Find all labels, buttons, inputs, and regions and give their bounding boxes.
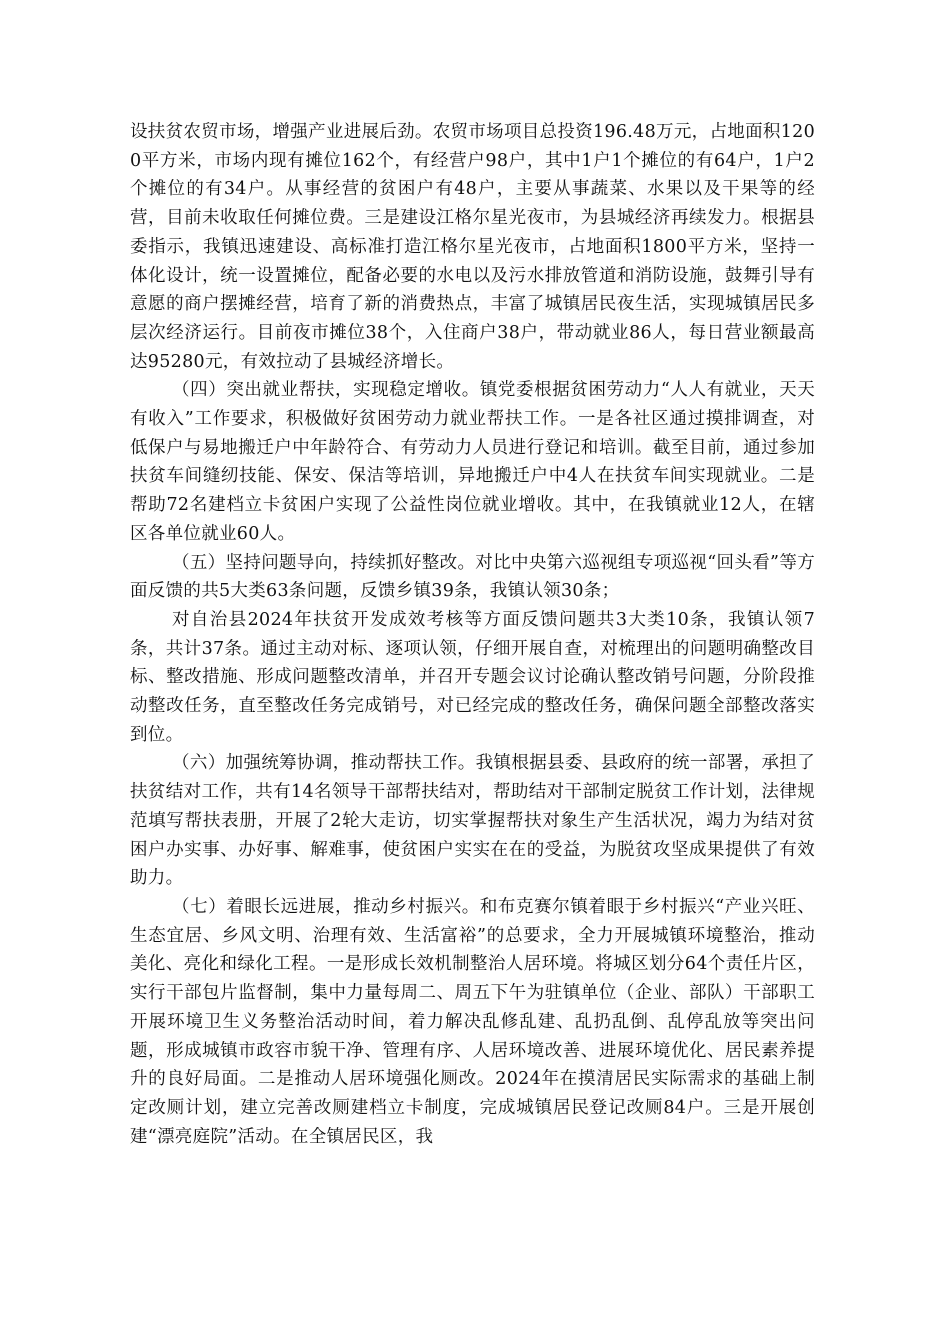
paragraph-rural-revitalization: （七）着眼长远进展，推动乡村振兴。和布克赛尔镇着眼于乡村振兴“产业兴旺、生态宜居、乡风文明、治理有效、生活富裕”的总要求，全力开展城镇环境整治，推动美化、亮化和绿化工程。一是形成长效机制整治人居环境。将城区划分64个责任片区，实行干部包片监督制，集中力量每周二、周五下午为驻镇单位（企业、部队）干部职工开展环境卫生义务整治活动时间，着力解决乱修乱建、乱扔乱倒、乱停乱放等突出问题，形成城镇市政容市貌干净、管理有序、人居环境改善、进展环境优化、居民素养提升的良好局面。二是推动人居环境强化厕改。2024年在摸清居民实际需求的基础上制定改厕计划，建立完善改厕建档立卡制度，完成城镇居民登记改厕84户。三是开展创建“漂亮庭院”活动。在全镇居民区，我 bbox=[130, 896, 815, 1147]
paragraph-market: 设扶贫农贸市场，增强产业进展后劲。农贸市场项目总投资196.48万元，占地面积1200平方米，市场内现有摊位162个，有经营户98户，其中1户1个摊位的有64户，1户2个摊位的有34户。从事经营的贫困户有48户，主要从事蔬菜、水果以及干果等的经营，目前未收取任何摊位费。三是建设江格尔星光夜市，为县城经济再续发力。根据县委指示，我镇迅速建设、高标准打造江格尔星光夜市，占地面积1800平方米，坚持一体化设计，统一设置摊位，配备必要的水电以及污水排放管道和消防设施，鼓舞引导有意愿的商户摆摊经营，培育了新的消费热点，丰富了城镇居民夜生活，实现城镇居民多层次经济运行。目前夜市摊位38个，入住商户38户，带动就业86人，每日营业额最高达95280元，有效拉动了县城经济增长。 bbox=[130, 122, 815, 372]
paragraph-rectification: （五）坚持问题导向，持续抓好整改。对比中央第六巡视组专项巡视“回头看”等方面反馈的共5大类63条问题，反馈乡镇39条，我镇认领30条； bbox=[130, 552, 815, 602]
paragraph-employment-support: （四）突出就业帮扶，实现稳定增收。镇党委根据贫困劳动力“人人有就业，天天有收入”工作要求，积极做好贫困劳动力就业帮扶工作。一是各社区通过摸排调查，对低保户与易地搬迁户中年龄符合、有劳动力人员进行登记和培训。截至目前，通过参加扶贫车间缝纫技能、保安、保洁等培训，异地搬迁户中4人在扶贫车间实现就业。二是帮助72名建档立卡贫困户实现了公益性岗位就业增收。其中，在我镇就业12人，在辖区各单位就业60人。 bbox=[130, 380, 815, 544]
paragraph-assessment-feedback: 对自治县2024年扶贫开发成效考核等方面反馈问题共3大类10条，我镇认领7条，共计37条。通过主动对标、逐项认领，仔细开展自查，对梳理出的问题明确整改目标、整改措施、形成问题整改清单，并召开专题会议讨论确认整改销号问题，分阶段推动整改任务，直至整改任务完成销号，对已经完成的整改任务，确保问题全部整改落实到位。 bbox=[130, 609, 815, 745]
document-body bbox=[130, 118, 815, 1151]
paragraph-coordination: （六）加强统筹协调，推动帮扶工作。我镇根据县委、县政府的统一部署，承担了扶贫结对工作，共有14名领导干部帮扶结对，帮助结对干部制定脱贫工作计划，法律规范填写帮扶表册，开展了2轮大走访，切实掌握帮扶对象生产生活状况，竭力为结对贫困户办实事、办好事、解难事，使贫困户实实在在的受益，为脱贫攻坚成果提供了有效助力。 bbox=[130, 753, 815, 889]
